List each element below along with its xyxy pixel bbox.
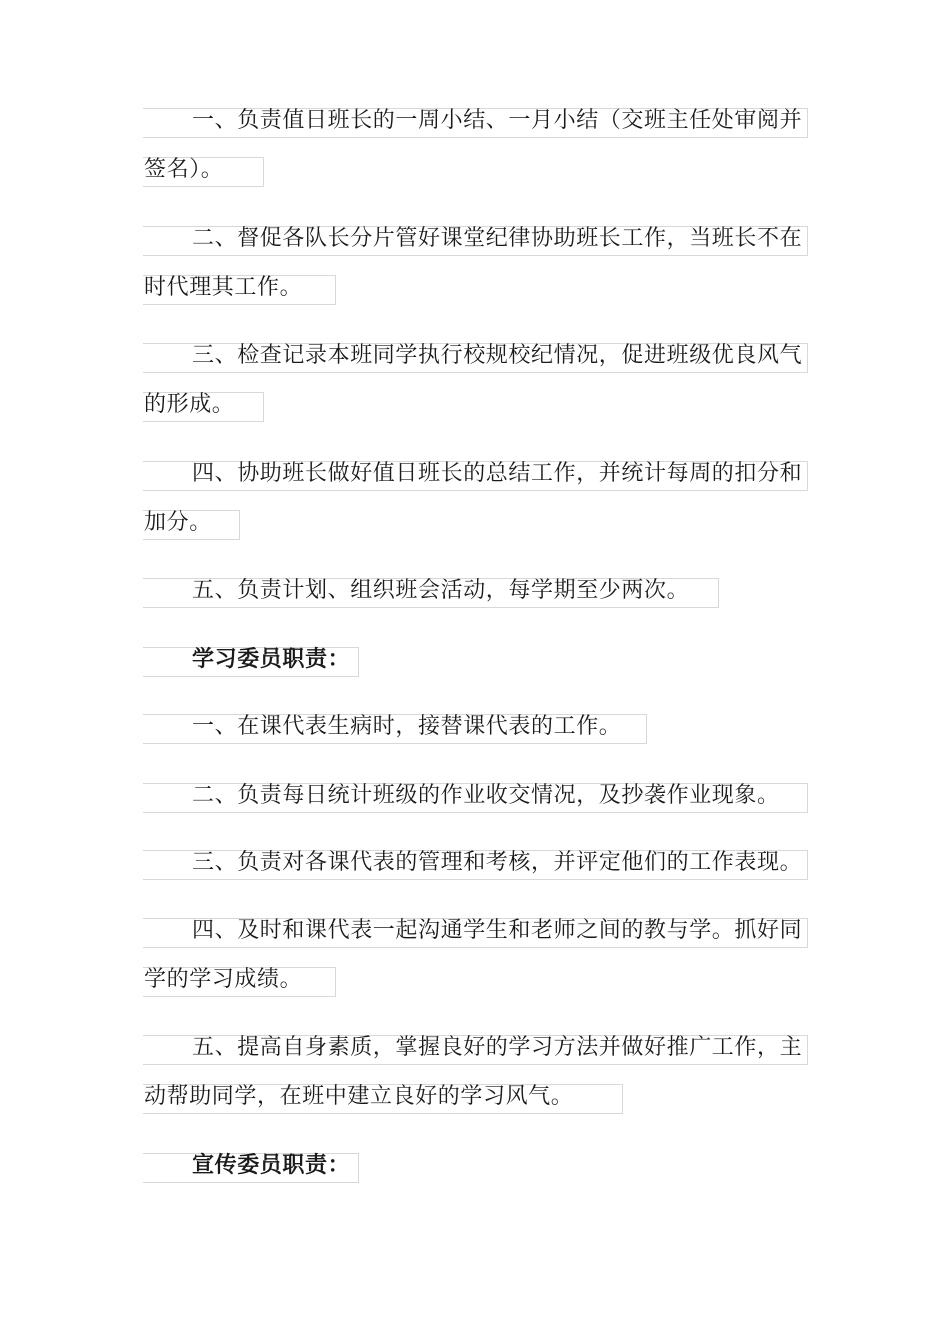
- paragraph: 四、及时和课代表一起沟通学生和老师之间的教与学。抓好同学的学习成绩。: [144, 918, 803, 992]
- paragraph: 三、负责对各课代表的管理和考核，并评定他们的工作表现。: [192, 850, 803, 875]
- section-heading: 学习委员职责：: [192, 646, 351, 672]
- section-heading: 宣传委员职责：: [192, 1152, 351, 1178]
- paragraph: 五、提高自身素质，掌握良好的学习方法并做好推广工作，主动帮助同学，在班中建立良好的学习风气。: [144, 1035, 803, 1109]
- paragraph: 五、负责计划、组织班会活动，每学期至少两次。: [192, 578, 690, 603]
- paragraph: 三、检查记录本班同学执行校规校纪情况，促进班级优良风气的形成。: [144, 343, 803, 417]
- paragraph: 四、协助班长做好值日班长的总结工作，并统计每周的扣分和加分。: [144, 461, 803, 535]
- paragraph: 一、负责值日班长的一周小结、一月小结（交班主任处审阅并签名）。: [144, 108, 803, 182]
- paragraph: 二、负责每日统计班级的作业收交情况，及抄袭作业现象。: [192, 783, 780, 808]
- paragraph: 二、督促各队长分片管好课堂纪律协助班长工作，当班长不在时代理其工作。: [144, 226, 803, 300]
- paragraph: 一、在课代表生病时，接替课代表的工作。: [192, 714, 622, 739]
